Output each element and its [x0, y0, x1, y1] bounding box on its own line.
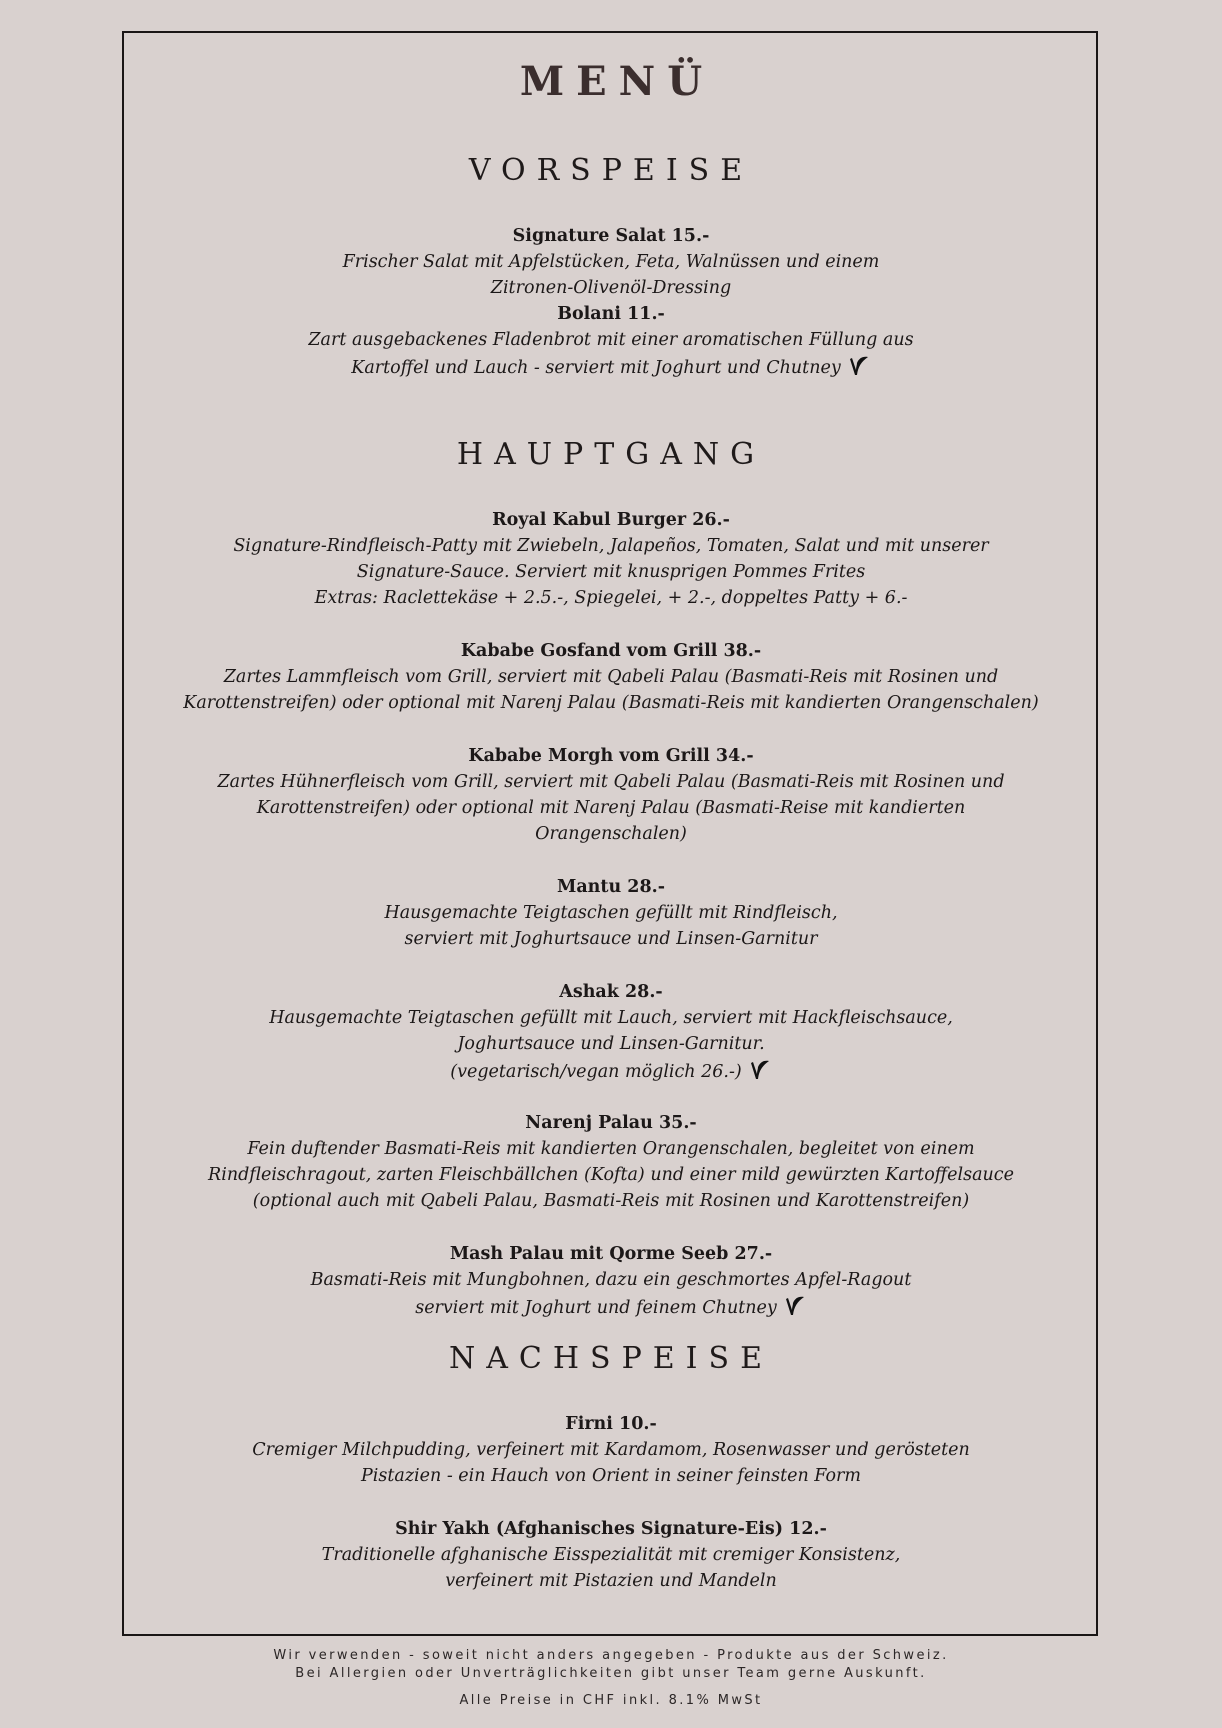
description-line: Cremiger Milchpudding, verfeinert mit Kardamom, Rosenwasser und gerösteten	[252, 1440, 970, 1460]
menu-item-kababe-gosfand	[140, 638, 1082, 716]
menu-item-mash-palau	[140, 1241, 1082, 1321]
menu-item-bolani	[140, 301, 1082, 381]
description-line-with-icon	[140, 1293, 1082, 1321]
item-name: Mash Palau mit Qorme Seeb 27.-	[449, 1244, 773, 1264]
item-name: Kababe Gosfand vom Grill 38.-	[460, 641, 762, 661]
description-line: Basmati-Reis mit Mungbohnen, dazu ein geschmortes Apfel-Ragout	[310, 1270, 912, 1290]
description-line: serviert mit Joghurtsauce und Linsen-Garnitur	[404, 929, 818, 949]
item-description	[140, 1542, 1082, 1594]
item-description	[140, 327, 1082, 381]
item-name: Mantu 28.-	[556, 877, 666, 897]
description-line: Hausgemachte Teigtaschen gefüllt mit Rindfleisch,	[384, 903, 838, 923]
section-heading-starters: VORSPEISE	[468, 153, 754, 188]
item-name: Narenj Palau 35.-	[525, 1113, 697, 1133]
item-description	[140, 900, 1082, 952]
description-line: Zartes Lammfleisch vom Grill, serviert mit Qabeli Palau (Basmati-Reis mit Rosinen und	[223, 667, 999, 687]
menu-item-royal-kabul-burger	[140, 507, 1082, 611]
menu-item-signature-salat	[140, 223, 1082, 301]
item-name: Royal Kabul Burger 26.-	[492, 510, 730, 530]
footer-allergy-note: Bei Allergien oder Unverträglichkeiten gibt unser Team gerne Auskunft.	[295, 1666, 927, 1681]
footer-price-note: Alle Preise in CHF inkl. 8.1% MwSt	[459, 1693, 763, 1708]
menu-item-firni	[140, 1411, 1082, 1489]
section-heading-desserts: NACHSPEISE	[449, 1341, 773, 1376]
description-line: Signature-Sauce. Serviert mit knusprigen Pommes Frites	[356, 562, 866, 582]
description-line-with-icon	[140, 1057, 1082, 1085]
description-line: Kartoffel und Lauch - serviert mit Joghurt und Chutney	[351, 358, 841, 378]
description-line: Pistazien - ein Hauch von Orient in seiner feinsten Form	[361, 1466, 861, 1486]
leaf-icon	[847, 353, 871, 379]
description-line: Frischer Salat mit Apfelstücken, Feta, Walnüssen und einem	[342, 252, 880, 272]
leaf-icon	[748, 1057, 772, 1083]
item-description	[140, 533, 1082, 611]
item-name: Ashak 28.-	[559, 982, 663, 1002]
description-line-with-icon	[140, 353, 1082, 381]
description-line: (optional auch mit Qabeli Palau, Basmati-Reis mit Rosinen und Karottenstreifen)	[252, 1191, 970, 1211]
menu-item-shir-yakh	[140, 1516, 1082, 1594]
item-description	[140, 664, 1082, 716]
description-line: Karottenstreifen) oder optional mit Narenj Palau (Basmati-Reis mit kandierten Orangenschalen)	[183, 693, 1039, 713]
menu-item-narenj-palau	[140, 1110, 1082, 1214]
item-description	[140, 1005, 1082, 1085]
menu-item-kababe-morgh	[140, 743, 1082, 847]
menu-item-mantu	[140, 874, 1082, 952]
description-line: Zart ausgebackenes Fladenbrot mit einer aromatischen Füllung aus	[308, 330, 914, 350]
description-line: (vegetarisch/vegan möglich 26.-)	[450, 1062, 742, 1082]
description-line: serviert mit Joghurt und feinem Chutney	[415, 1298, 777, 1318]
item-description	[140, 1136, 1082, 1214]
item-name: Bolani 11.-	[557, 304, 665, 324]
item-description	[140, 1267, 1082, 1321]
footer-origin-note: Wir verwenden - soweit nicht anders angegeben - Produkte aus der Schweiz.	[273, 1648, 949, 1663]
menu-item-ashak	[140, 979, 1082, 1085]
menu-title: MENÜ	[519, 58, 715, 105]
section-heading-mains: HAUPTGANG	[456, 437, 766, 472]
description-line: Fein duftender Basmati-Reis mit kandierten Orangenschalen, begleitet von einem	[247, 1139, 975, 1159]
description-line: Karottenstreifen) oder optional mit Narenj Palau (Basmati-Reise mit kandierten	[256, 798, 966, 818]
item-description	[140, 1437, 1082, 1489]
description-line: verfeinert mit Pistazien und Mandeln	[445, 1571, 777, 1591]
description-line: Zartes Hühnerfleisch vom Grill, serviert mit Qabeli Palau (Basmati-Reis mit Rosinen und	[217, 772, 1005, 792]
description-line: Traditionelle afghanische Eisspezialität mit cremiger Konsistenz,	[321, 1545, 901, 1565]
description-line: Joghurtsauce und Linsen-Garnitur.	[457, 1034, 765, 1054]
description-line: Hausgemachte Teigtaschen gefüllt mit Lauch, serviert mit Hackfleischsauce,	[269, 1008, 953, 1028]
item-name: Signature Salat 15.-	[512, 226, 710, 246]
description-line: Zitronen-Olivenöl-Dressing	[490, 278, 732, 298]
description-line: Extras: Raclettekäse + 2.5.-, Spiegelei, + 2.-, doppeltes Patty + 6.-	[314, 588, 908, 608]
item-description	[140, 769, 1082, 847]
item-name: Kababe Morgh vom Grill 34.-	[468, 746, 754, 766]
leaf-icon	[783, 1293, 807, 1319]
item-name: Shir Yakh (Afghanisches Signature-Eis) 12.-	[395, 1519, 827, 1539]
item-description	[140, 249, 1082, 301]
description-line: Orangenschalen)	[535, 824, 687, 844]
description-line: Rindfleischragout, zarten Fleischbällchen (Kofta) und einer mild gewürzten Kartoffelsauce	[208, 1165, 1014, 1185]
item-name: Firni 10.-	[565, 1414, 657, 1434]
description-line: Signature-Rindfleisch-Patty mit Zwiebeln, Jalapeños, Tomaten, Salat und mit unserer	[233, 536, 989, 556]
